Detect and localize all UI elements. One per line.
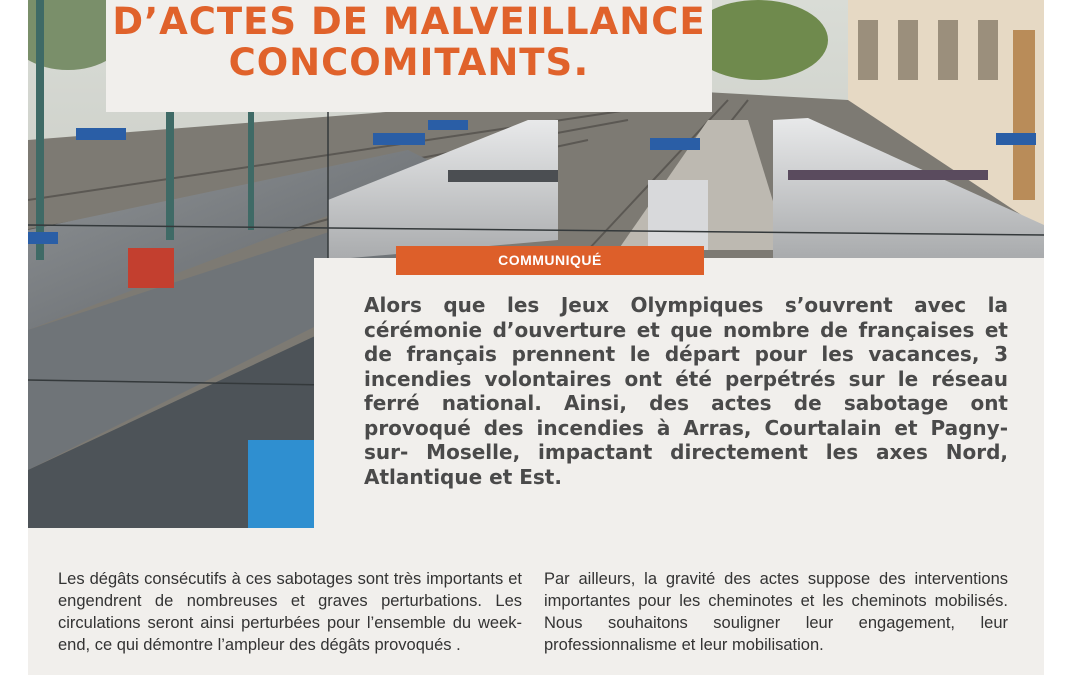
- intro-paragraph: Alors que les Jeux Olympiques s’ouvrent avec la cérémonie d’ouverture et que nombre de françaises et de français prennent le départ pour les vacances, 3 incendies volontaires ont été perpétrés sur le réseau ferré national. Ainsi, des actes de sabotage ont provoqué des incendies à Arras, Courtalain et Pagny-sur- Moselle, impactant directement les axes Nord, Atlantique et Est.: [364, 293, 1008, 489]
- headline-box: [106, 0, 712, 112]
- headline-punct: .: [573, 39, 590, 85]
- communique-tag: COMMUNIQUÉ: [396, 246, 704, 275]
- body-column-1: Les dégâts consécutifs à ces sabotages sont très importants et engendrent de nombreuses et graves perturbations. Les circulations seront ainsi perturbées pour l’ensemble du week-end, ce qui démontre l’ampleur des dégâts provoqués .: [58, 570, 522, 654]
- right-margin: [1044, 0, 1080, 675]
- headline-line-1: D’ACTES DE MALVEILLANCE: [112, 0, 706, 43]
- headline-line-2-text: CONCOMITANTS: [228, 41, 574, 84]
- headline-line-2: [106, 39, 712, 85]
- body-column-2: Par ailleurs, la gravité des actes suppose des interventions importantes pour les cheminotes et les cheminots mobilisés. Nous souhaitons souligner leur engagement, leur professionnalisme et leur mobilisation.: [544, 570, 1008, 654]
- left-margin: [0, 0, 28, 675]
